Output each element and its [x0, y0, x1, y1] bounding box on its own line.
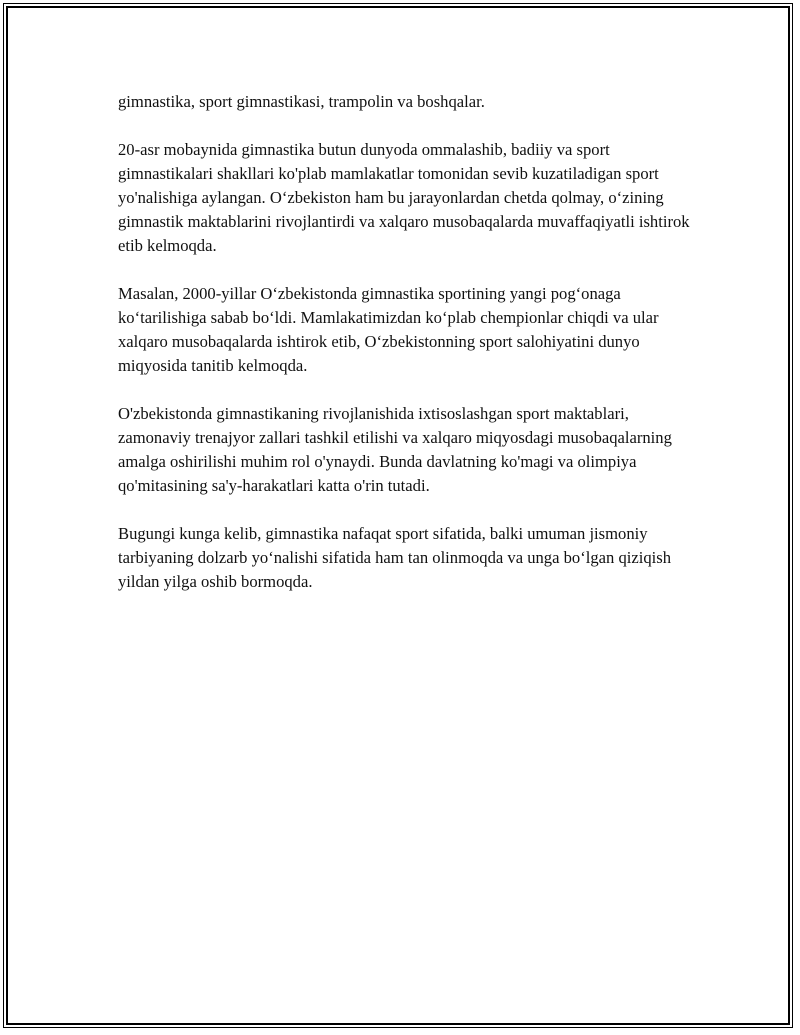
document-body: [118, 90, 698, 618]
page-border: [6, 6, 790, 1025]
paragraph-1: gimnastika, sport gimnastikasi, trampolin va boshqalar.: [118, 92, 485, 111]
paragraph-4: O'zbekistonda gimnastikaning rivojlanishida ixtisoslashgan sport maktablari, zamonaviy trenajyor zallari tashkil etilishi va xalqaro miqyosdagi musobaqalarning amalga oshirilishi muhim rol o'ynaydi. Bunda davlatning ko'magi va olimpiya qo'mitasining sa'y-harakatlari katta o'rin tutadi.: [118, 404, 672, 495]
paragraph-5: Bugungi kunga kelib, gimnastika nafaqat sport sifatida, balki umuman jismoniy tarbiyaning dolzarb yo‘nalishi sifatida ham tan olinmoqda va unga bo‘lgan qiziqish yildan yilga oshib bormoqda.: [118, 524, 671, 591]
paragraph-2: 20-asr mobaynida gimnastika butun dunyoda ommalashib, badiiy va sport gimnastikalari shakllari ko'plab mamlakatlar tomonidan sevib kuzatiladigan sport yo'nalishiga aylangan. O‘zbekiston ham bu jarayonlardan chetda qolmay, o‘zining gimnastik maktablarini rivojlantirdi va xalqaro musobaqalarda muvaffaqiyatli ishtirok etib kelmoqda.: [118, 140, 690, 255]
paragraph-3: Masalan, 2000-yillar O‘zbekistonda gimnastika sportining yangi pog‘onaga ko‘tarilishiga sabab bo‘ldi. Mamlakatimizdan ko‘plab chempionlar chiqdi va ular xalqaro musobaqalarda ishtirok etib, O‘zbekistonning sport salohiyatini dunyo miqyosida tanitib kelmoqda.: [118, 284, 659, 375]
